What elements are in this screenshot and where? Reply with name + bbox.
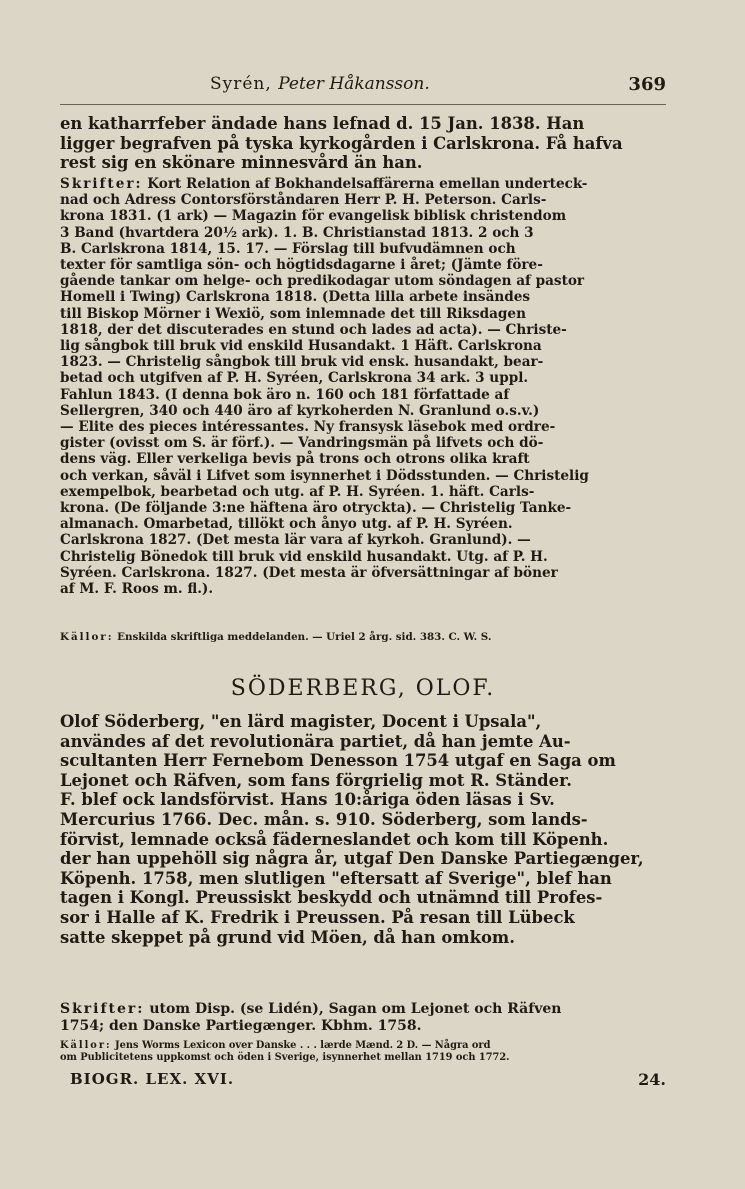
- text-line-body: Kort Relation af Bokhandelsaffärerna emellan underteck-: [147, 176, 588, 192]
- text-line: Homell i Twing) Carlskrona 1818. (Detta lilla arbete insändes: [60, 289, 531, 306]
- running-title: [210, 74, 430, 94]
- text-line: 1818, der det discuterades en stund och lades ad acta). — Christe-: [60, 321, 567, 338]
- text-line: 1823. — Christelig sångbok till bruk vid ensk. husandakt, bear-: [60, 354, 544, 371]
- text-line: exempelbok, bearbetad och utg. af P. H. Syréen. 1. häft. Carls-: [60, 483, 535, 500]
- sheet-number: 24.: [638, 1070, 666, 1089]
- text-line: — Elite des pieces intéressantes. Ny fransysk läsebok med ordre-: [60, 419, 556, 436]
- writings-lead: Skrifter:: [60, 1001, 145, 1017]
- text-line: krona. (De följande 3:ne häftena äro otryckta). — Christelig Tanke-: [60, 500, 572, 517]
- text-line: Fahlun 1843. (I denna bok äro n. 160 och 181 författade af: [60, 386, 510, 403]
- text-line: B. Carlskrona 1814, 15. 17. — Förslag till bufvudämnen och: [60, 240, 516, 257]
- text-line: förvist, lemnade också fäderneslandet och kom till Köpenh.: [60, 829, 609, 849]
- blank-margin: [0, 1100, 745, 1189]
- text-line: gister (ovisst om S. är förf.). — Vandringsmän på lifvets och dö-: [60, 435, 544, 452]
- section-heading: SÖDERBERG, OLOF.: [230, 676, 496, 701]
- writings-lead: Skrifter:: [60, 176, 143, 192]
- text-line: nad och Adress Contorsförståndaren Herr P. H. Peterson. Carls-: [60, 192, 547, 209]
- text-line: gående tankar om helge- och predikodagar utom söndagen af pastor: [60, 273, 585, 290]
- text-line: 3 Band (hvartdera 20½ ark). 1. B. Christianstad 1813. 2 och 3: [60, 224, 534, 241]
- soderberg-sources: [60, 1040, 666, 1065]
- running-title-prefix: Syrén,: [210, 74, 272, 94]
- text-line: texter för samtliga sön- och högtidsdagarne i året; (Jämte före-: [60, 257, 543, 274]
- text-line: Sellergren, 340 och 440 äro af kyrkoherden N. Granlund o.s.v.): [60, 402, 540, 419]
- page-footer: [70, 1070, 666, 1092]
- text-line: Köpenh. 1758, men slutligen "eftersatt af Sverige", blef han: [60, 868, 612, 888]
- text-line: [60, 1001, 666, 1018]
- syren-biography-end: [60, 114, 666, 173]
- text-line-body: utom Disp. (se Lidén), Sagan om Lejonet och Räfven: [149, 1001, 562, 1017]
- text-line: Syréen. Carlskrona. 1827. (Det mesta är öfversättningar af böner: [60, 564, 558, 581]
- syren-writings: [60, 176, 666, 597]
- text-line: Mercurius 1766. Dec. mån. s. 910. Söderberg, som lands-: [60, 809, 588, 829]
- text-line: om Publicitetens uppkomst och öden i Sverige, isynnerhet mellan 1719 och 1772.: [60, 1052, 510, 1064]
- soderberg-writings: [60, 1001, 666, 1035]
- text-line: 1754; den Danske Partiegænger. Kbhm. 1758.: [60, 1018, 422, 1034]
- text-line-body: Jens Worms Lexicon over Danske . . . lærde Mænd. 2 D. — Några ord: [115, 1040, 491, 1051]
- text-line: sor i Halle af K. Fredrik i Preussen. På resan till Lübeck: [60, 907, 575, 927]
- text-line: och verkan, såväl i Lifvet som isynnerhet i Dödsstunden. — Christelig: [60, 467, 589, 484]
- text-line: Carlskrona 1827. (Det mesta lär vara af kyrkoh. Granlund). —: [60, 532, 531, 549]
- text-line: almanach. Omarbetad, tillökt och ånyo utg. af P. H. Syréen.: [60, 516, 513, 533]
- text-line: der han uppehöll sig några år, utgaf Den Danske Partiegænger,: [60, 849, 644, 869]
- header-rule: [60, 104, 666, 105]
- text-line: lig sångbok till bruk vid enskild Husandakt. 1 Häft. Carlskrona: [60, 338, 542, 355]
- signature-mark: BIOGR. LEX. XVI.: [70, 1070, 235, 1088]
- text-line: krona 1831. (1 ark) — Magazin för evangelisk biblisk christendom: [60, 208, 567, 225]
- running-head: [60, 74, 666, 100]
- text-line: Lejonet och Räfven, som fans förgrielig mot R. Ständer.: [60, 770, 572, 790]
- page-number: 369: [628, 74, 666, 95]
- text-line: tagen i Kongl. Preussiskt beskydd och utnämnd till Profes-: [60, 888, 603, 908]
- text-line: Christelig Bönedok till bruk vid enskild husandakt. Utg. af P. H.: [60, 548, 548, 565]
- sources-text: Enskilda skriftliga meddelanden. — Uriel 2 årg. sid. 383. C. W. S.: [117, 631, 492, 643]
- text-line: dens väg. Eller verkeliga bevis på trons och otrons olika kraft: [60, 451, 530, 468]
- text-line: betad och utgifven af P. H. Syréen, Carlskrona 34 ark. 3 uppl.: [60, 370, 529, 387]
- text-line: scultanten Herr Fernebom Denesson 1754 utgaf en Saga om: [60, 751, 616, 771]
- text-line: till Biskop Mörner i Wexiö, som inlemnade det till Riksdagen: [60, 305, 526, 322]
- text-line: rest sig en skönare minnesvård än han.: [60, 153, 423, 173]
- sources-lead: Källor:: [60, 631, 114, 643]
- text-line: [60, 1040, 666, 1052]
- text-line: af M. F. Roos m. fl.).: [60, 581, 214, 598]
- running-title-name: Peter Håkansson.: [278, 74, 430, 94]
- text-line: Olof Söderberg, "en lärd magister, Docent i Upsala",: [60, 712, 542, 731]
- text-line: [60, 176, 666, 192]
- soderberg-biography: [60, 712, 666, 947]
- text-line: en katharrfeber ändade hans lefnad d. 15 Jan. 1838. Han: [60, 114, 585, 133]
- text-line: [60, 630, 666, 644]
- text-line: F. blef ock landsförvist. Hans 10:åriga öden läsas i Sv.: [60, 790, 555, 810]
- sources-lead: Källor:: [60, 1040, 112, 1051]
- text-line: ligger begrafven på tyska kyrkogården i Carlskrona. Få hafva: [60, 133, 623, 153]
- text-line: satte skeppet på grund vid Möen, då han omkom.: [60, 927, 515, 947]
- text-line: användes af det revolutionära partiet, då han jemte Au-: [60, 731, 571, 751]
- syren-sources: [60, 630, 666, 644]
